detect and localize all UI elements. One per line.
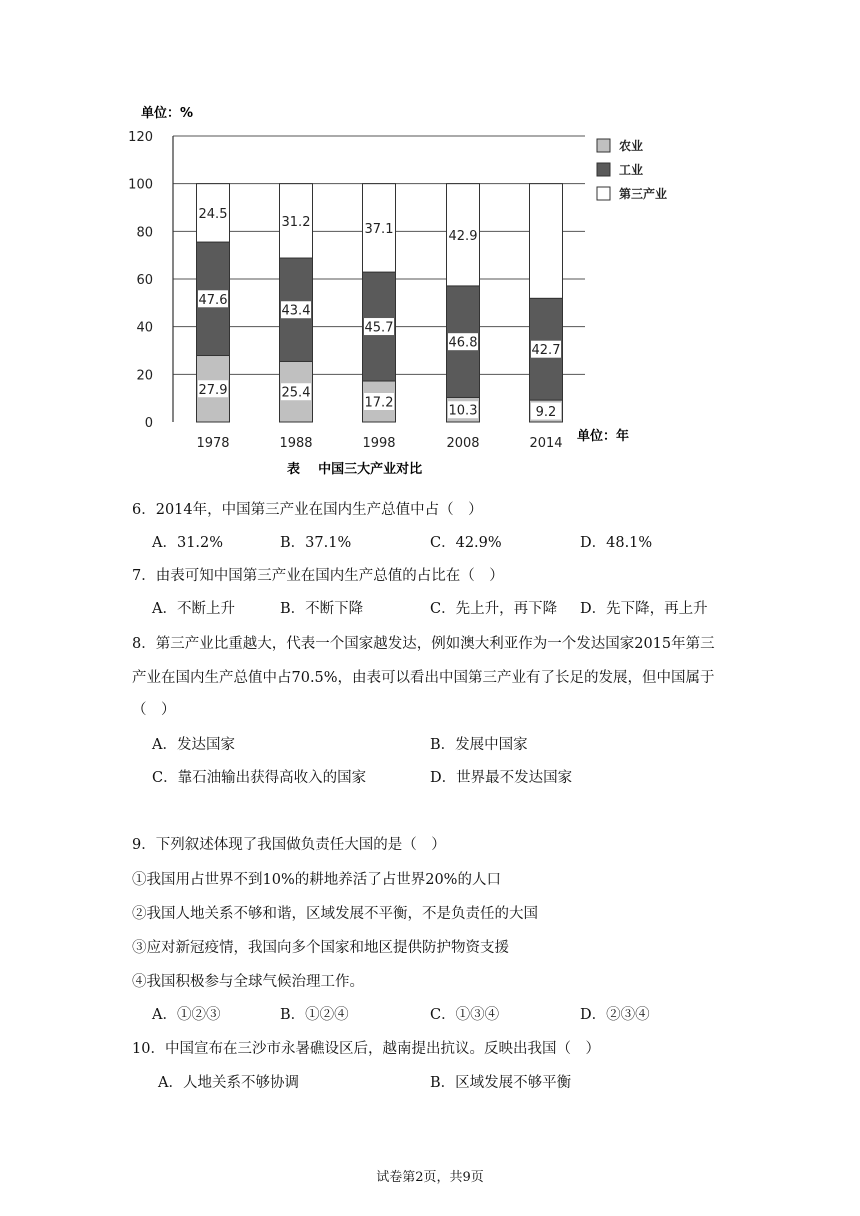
q10-option-a[interactable]: A．人地关系不够协调 (158, 1075, 299, 1091)
x-axis (196, 436, 562, 451)
y-tick-label-80: 80 (136, 225, 153, 241)
x-unit-label: 单位：年 (577, 429, 630, 444)
q8-option-c[interactable]: C．靠石油输出获得高收入的国家 (152, 770, 367, 786)
data-label-2008-工业: 46.8 (448, 335, 478, 351)
question-10-stem: 10．中国宣布在三沙市永暑礁设区后，越南提出抗议。反映出我国（ ） (132, 1041, 600, 1057)
q9-statement-3: ③应对新冠疫情，我国向多个国家和地区提供防护物资支援 (132, 940, 509, 956)
data-label-2008-第三产业: 42.9 (448, 228, 478, 244)
y-tick-label-60: 60 (136, 273, 153, 288)
q7-option-d[interactable]: D．先下降，再上升 (580, 601, 708, 617)
q8-option-a[interactable]: A．发达国家 (152, 737, 235, 753)
data-label-1998-工业: 45.7 (364, 320, 394, 336)
legend-swatch-第三产业 (597, 187, 610, 200)
y-tick-label-0: 0 (144, 416, 153, 431)
q9-option-d[interactable]: D．②③④ (580, 1007, 650, 1023)
legend-swatch-工业 (597, 163, 610, 176)
q9-statement-2: ②我国人地关系不够和谐，区域发展不平衡，不是负责任的大国 (132, 906, 538, 922)
question-8-line-1: 8．第三产业比重越大，代表一个国家越发达，例如澳大利亚作为一个发达国家2015年第三 (132, 636, 715, 652)
x-tick-label-2014: 2014 (529, 436, 563, 451)
data-label-1978-第三产业: 24.5 (198, 206, 228, 222)
data-label-2014-工业: 42.7 (531, 343, 561, 359)
q8-option-b[interactable]: B．发展中国家 (430, 737, 528, 753)
x-tick-label-1978: 1978 (196, 436, 230, 451)
question-8-line-3: （ ） (132, 702, 176, 718)
page-footer: 试卷第2页，共9页 (376, 1170, 484, 1185)
q9-statement-4: ④我国积极参与全球气候治理工作。 (132, 974, 364, 990)
q6-option-d[interactable]: D．48.1% (580, 535, 653, 551)
q6-option-b[interactable]: B．37.1% (280, 535, 352, 551)
q9-option-a[interactable]: A．①②③ (152, 1007, 221, 1023)
legend-swatch-农业 (597, 139, 610, 152)
chart-bars (197, 184, 563, 422)
chart-legend (597, 138, 667, 201)
legend-label-工业: 工业 (619, 163, 644, 177)
data-label-1988-第三产业: 31.2 (281, 214, 311, 230)
question-6-stem: 6．2014年，中国第三产业在国内生产总值中占（ ） (132, 502, 483, 518)
industry-stacked-bar-chart (125, 95, 745, 490)
q9-statement-1: ①我国用占世界不到10%的耕地养活了占世界20%的人口 (132, 872, 501, 888)
legend-label-农业: 农业 (619, 139, 644, 153)
q7-option-a[interactable]: A．不断上升 (152, 601, 235, 617)
q9-option-c[interactable]: C．①③④ (430, 1007, 500, 1023)
data-label-1988-农业: 25.4 (281, 385, 311, 401)
question-8-line-2: 产业在国内生产总值中占70.5%，由表可以看出中国第三产业有了长足的发展，但中国属于 (132, 670, 715, 686)
q6-option-c[interactable]: C．42.9% (430, 535, 502, 551)
x-tick-label-1998: 1998 (362, 436, 396, 451)
q7-option-c[interactable]: C．先上升，再下降 (430, 601, 558, 617)
y-unit-label: 单位：% (141, 106, 194, 121)
y-tick-label-120: 120 (128, 130, 153, 145)
x-tick-label-1988: 1988 (279, 436, 313, 451)
q7-option-b[interactable]: B．不断下降 (280, 601, 364, 617)
q6-option-a[interactable]: A．31.2% (152, 535, 224, 551)
data-label-1998-第三产业: 37.1 (364, 221, 394, 237)
data-label-1998-农业: 17.2 (364, 395, 394, 411)
y-axis (128, 130, 173, 431)
data-label-1978-工业: 47.6 (198, 292, 228, 308)
chart-caption: 表 中国三大产业对比 (287, 462, 423, 477)
data-label-1978-农业: 27.9 (198, 382, 228, 398)
data-label-2008-农业: 10.3 (448, 403, 478, 419)
data-label-1988-工业: 43.4 (281, 303, 311, 319)
q10-option-b[interactable]: B．区域发展不够平衡 (430, 1075, 572, 1091)
bar-2014-第三产业 (530, 184, 563, 299)
x-tick-label-2008: 2008 (446, 436, 480, 451)
q9-option-b[interactable]: B．①②④ (280, 1007, 349, 1023)
y-tick-label-20: 20 (136, 368, 153, 384)
question-7-stem: 7．由表可知中国第三产业在国内生产总值的占比在（ ） (132, 568, 504, 584)
legend-label-第三产业: 第三产业 (619, 187, 668, 201)
data-label-2014-农业: 9.2 (535, 405, 557, 421)
question-9-stem: 9．下列叙述体现了我国做负责任大国的是（ ） (132, 837, 446, 853)
q8-option-d[interactable]: D．世界最不发达国家 (430, 770, 573, 786)
y-tick-label-40: 40 (136, 320, 153, 336)
y-tick-label-100: 100 (128, 177, 153, 193)
